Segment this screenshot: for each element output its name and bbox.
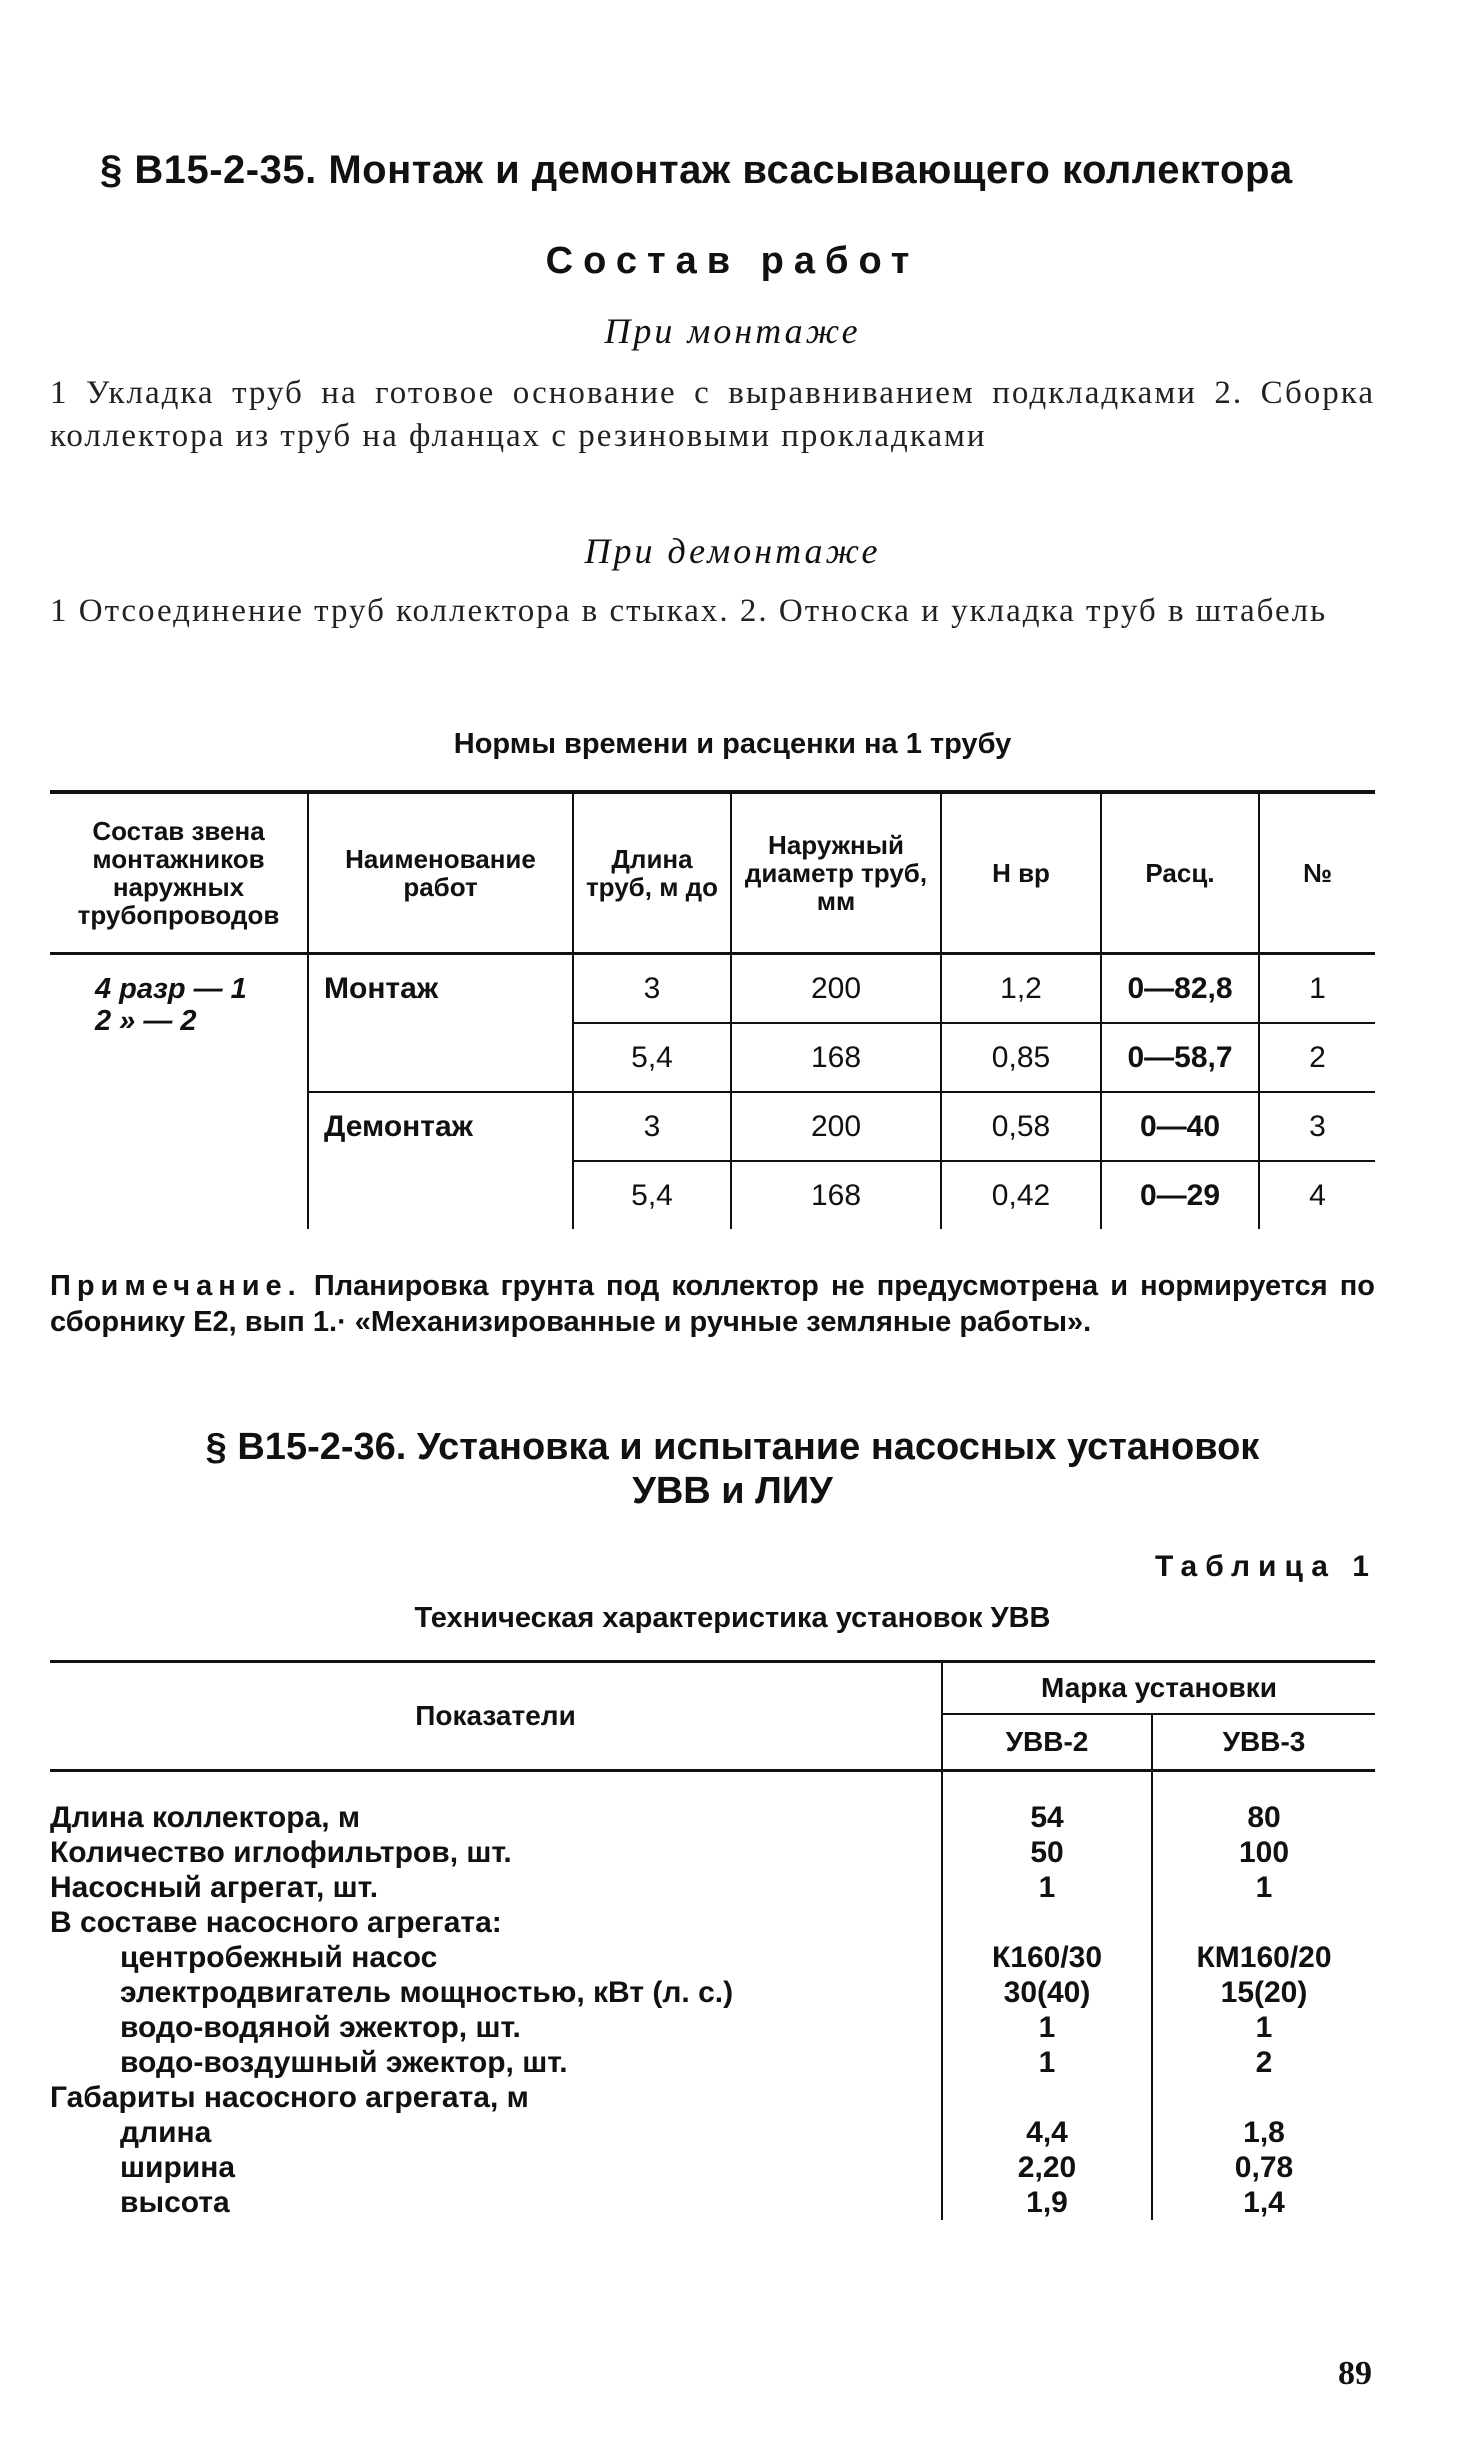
indicator-label: центробежный насос: [120, 1941, 438, 1974]
diameter-cell: 168: [731, 1023, 941, 1092]
num-cell: 1: [1259, 954, 1375, 1024]
uvv-2-value: [942, 2080, 1152, 2115]
col-work: Наименование работ: [308, 792, 573, 954]
section-title-b15-2-35: § B15-2-35. Монтаж и демонтаж всасывающего коллектора: [100, 148, 1293, 192]
uvv-2-value: 1: [942, 1870, 1152, 1905]
length-cell: 3: [573, 1092, 731, 1161]
indicator-label: водо-водяной эжектор, шт.: [120, 2011, 521, 2044]
uvv-3-value: 15(20): [1152, 1975, 1375, 2010]
length-cell: 3: [573, 954, 731, 1024]
col-crew: Состав звена монтажников наружных трубопроводов: [50, 792, 308, 954]
rate-cell: 0—58,7: [1101, 1023, 1259, 1092]
indicator-label: Насосный агрегат, шт.: [50, 1871, 379, 1904]
num-cell: 2: [1259, 1023, 1375, 1092]
table-row: [50, 2010, 1375, 2045]
uvv-3-value: 1,4: [1152, 2185, 1375, 2220]
uvv-2-value: 4,4: [942, 2115, 1152, 2150]
uvv-2-value: 2,20: [942, 2150, 1152, 2185]
dismounting-heading: При демонтаже: [584, 531, 881, 571]
table-row: [50, 1835, 1375, 1870]
table-row: [50, 2185, 1375, 2220]
uvv-3-value: 0,78: [1152, 2150, 1375, 2185]
uvv-3-value: 100: [1152, 1835, 1375, 1870]
diameter-cell: 200: [731, 954, 941, 1024]
rate-cell: 0—82,8: [1101, 954, 1259, 1024]
nvr-cell: 0,85: [941, 1023, 1101, 1092]
work-cell: [308, 1023, 573, 1092]
length-cell: 5,4: [573, 1161, 731, 1229]
mounting-heading: При монтаже: [604, 311, 861, 351]
work-cell: Демонтаж: [308, 1092, 573, 1161]
work-cell: Монтаж: [308, 954, 573, 1024]
table-row: [50, 1940, 1375, 1975]
composition-title: Состав работ: [545, 240, 920, 282]
indicator-label: Длина коллектора, м: [50, 1801, 361, 1834]
uvv-2-value: [942, 1905, 1152, 1940]
uvv-3-value: 1: [1152, 1870, 1375, 1905]
col-uvv-3: УВВ-3: [1152, 1714, 1375, 1771]
rate-cell: 0—40: [1101, 1092, 1259, 1161]
table-row: [50, 2080, 1375, 2115]
uvv-3-value: [1152, 1905, 1375, 1940]
dismounting-text: 1 Отсоединение труб коллектора в стыках. 2. Относка и укладка труб в штабель: [50, 593, 1328, 629]
col-num: №: [1259, 792, 1375, 954]
uvv-2-value: 50: [942, 1835, 1152, 1870]
nvr-cell: 1,2: [941, 954, 1101, 1024]
table-row: [50, 1975, 1375, 2010]
nvr-cell: 0,42: [941, 1161, 1101, 1229]
col-diameter: Наружный диаметр труб, мм: [731, 792, 941, 954]
indicator-label: Габариты насосного агрегата, м: [50, 2081, 529, 2114]
work-cell: [308, 1161, 573, 1229]
col-length: Длина труб, м до: [573, 792, 731, 954]
table-label: Таблица 1: [1154, 1550, 1377, 1583]
col-uvv-2: УВВ-2: [942, 1714, 1152, 1771]
tech-table: [50, 1660, 1375, 2220]
mounting-text: 1 Укладка труб на готовое основание с выравниванием подкладками 2. Сборка коллектора из труб на фланцах с резиновыми прокладками: [50, 375, 1375, 454]
uvv-3-value: 80: [1152, 1800, 1375, 1835]
num-cell: 3: [1259, 1092, 1375, 1161]
section2-title-line1: § B15-2-36. Установка и испытание насосных установок: [205, 1426, 1260, 1468]
note-text: Планировка грунта под коллектор не предусмотрена и нормируется по сборнику Е2, вып 1.· «Механизированные и ручные земляные работы».: [50, 1270, 1375, 1338]
uvv-2-value: 30(40): [942, 1975, 1152, 2010]
uvv-3-value: 1: [1152, 2010, 1375, 2045]
tech-table-body: [50, 1800, 1375, 2220]
uvv-2-value: К160/30: [942, 1940, 1152, 1975]
table-row: [50, 2045, 1375, 2080]
rate-cell: 0—29: [1101, 1161, 1259, 1229]
section2-title-line2: УВВ и ЛИУ: [632, 1470, 833, 1512]
crew-line-1: 4 разр — 1: [95, 973, 247, 1005]
col-brand: Марка установки: [942, 1662, 1375, 1715]
crew-line-2: 2 » — 2: [95, 1005, 197, 1037]
nvr-cell: 0,58: [941, 1092, 1101, 1161]
page-number: 89: [1338, 2355, 1372, 2392]
table-row: [50, 1800, 1375, 1835]
length-cell: 5,4: [573, 1023, 731, 1092]
num-cell: 4: [1259, 1161, 1375, 1229]
indicator-label: высота: [120, 2186, 230, 2219]
crew-cell: [50, 954, 308, 1230]
col-indicators: Показатели: [50, 1662, 942, 1771]
norms-table-caption: Нормы времени и расценки на 1 трубу: [453, 728, 1012, 760]
table-row: [50, 2150, 1375, 2185]
section-title-b15-2-36: [0, 1425, 1465, 1513]
table-row: [50, 2115, 1375, 2150]
table-row: [50, 1870, 1375, 1905]
table-row: [50, 1905, 1375, 1940]
uvv-3-value: КМ160/20: [1152, 1940, 1375, 1975]
uvv-3-value: 1,8: [1152, 2115, 1375, 2150]
norms-table: [50, 790, 1375, 1229]
tech-table-caption: Техническая характеристика установок УВВ: [414, 1602, 1051, 1634]
uvv-2-value: 1,9: [942, 2185, 1152, 2220]
uvv-2-value: 1: [942, 2010, 1152, 2045]
uvv-3-value: 2: [1152, 2045, 1375, 2080]
col-nvr: Н вр: [941, 792, 1101, 954]
indicator-label: В составе насосного агрегата:: [50, 1906, 502, 1939]
indicator-label: Количество иглофильтров, шт.: [50, 1836, 512, 1869]
indicator-label: электродвигатель мощностью, кВт (л. с.): [120, 1976, 734, 2009]
diameter-cell: 200: [731, 1092, 941, 1161]
note: [50, 1268, 1375, 1340]
indicator-label: длина: [120, 2116, 212, 2149]
col-rate: Расц.: [1101, 792, 1259, 954]
uvv-3-value: [1152, 2080, 1375, 2115]
indicator-label: ширина: [120, 2151, 236, 2184]
diameter-cell: 168: [731, 1161, 941, 1229]
note-label: Примечание.: [50, 1270, 302, 1302]
uvv-2-value: 54: [942, 1800, 1152, 1835]
norms-table-header: [50, 792, 1375, 954]
table-row: [50, 954, 1375, 1024]
indicator-label: водо-воздушный эжектор, шт.: [120, 2046, 568, 2079]
uvv-2-value: 1: [942, 2045, 1152, 2080]
